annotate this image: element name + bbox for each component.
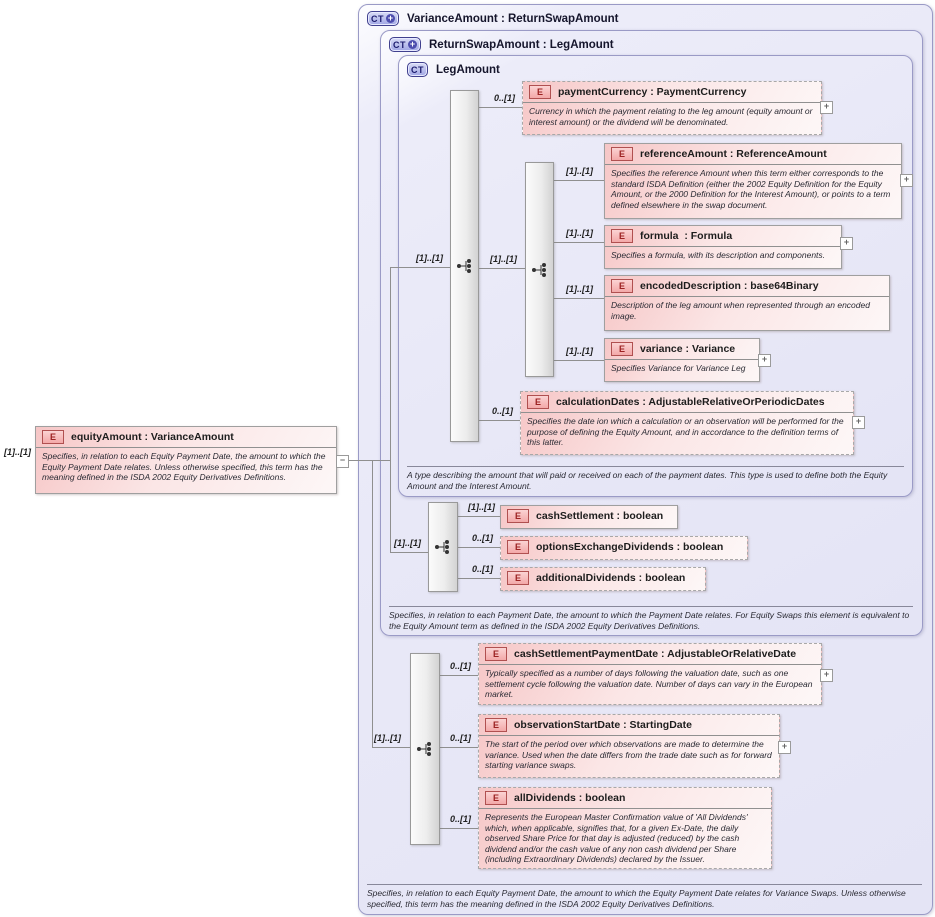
expand-button[interactable]: +	[758, 354, 771, 367]
element-icon: E	[507, 540, 529, 554]
expand-button[interactable]: +	[778, 741, 791, 754]
cardinality-label: [1]..[1]	[490, 254, 517, 264]
cardinality-label: 0..[1]	[492, 406, 514, 416]
complextype-derived-icon: CT +	[367, 11, 399, 26]
complextype-title: LegAmount	[436, 63, 500, 76]
sequence-icon	[456, 258, 474, 274]
connector-line	[438, 747, 478, 748]
expand-button[interactable]: +	[852, 416, 865, 429]
cardinality-label: 0..[1]	[450, 661, 472, 671]
connector-line	[456, 578, 500, 579]
element-title: observationStartDate : StartingDate	[514, 719, 692, 731]
element-title: paymentCurrency : PaymentCurrency	[558, 86, 747, 98]
element-title: optionsExchangeDividends : boolean	[536, 541, 724, 553]
element-title: cashSettlement : boolean	[536, 510, 664, 522]
expand-button[interactable]: +	[840, 237, 853, 250]
element-doc: Typically specified as a number of days following the valuation date, such as one settlement cycle following the valuation date. Number of days can vary in the European market.	[485, 668, 813, 699]
annotation-text: Specifies, in relation to each Payment Date, the amount to which the Payment Date relates. For Equity Swaps this element is equivalent to the Equity Amount term as defined in the ISDA 2002 Equity Derivatives Definitions.	[389, 606, 913, 631]
sequence-icon	[416, 741, 434, 757]
element-encoded-description[interactable]	[604, 275, 890, 331]
element-additional-dividends[interactable]	[500, 567, 706, 591]
cardinality-label: [1]..[1]	[374, 733, 401, 743]
complextype-icon: CT	[407, 62, 428, 77]
element-title: referenceAmount : ReferenceAmount	[640, 148, 827, 160]
cardinality-label: [1]..[1]	[468, 502, 495, 512]
element-icon: E	[42, 430, 64, 444]
element-all-dividends[interactable]	[478, 787, 772, 869]
sequence-compositor[interactable]	[428, 502, 458, 592]
cardinality-label: [1]..[1]	[4, 447, 31, 457]
expand-button[interactable]: +	[900, 174, 913, 187]
connector-line	[390, 267, 450, 268]
annotation-text: A type describing the amount that will paid or received on each of the payment dates. This type is used to define both the Equity Amount and the Interest Amount.	[407, 466, 904, 491]
sequence-compositor[interactable]	[410, 653, 440, 845]
cardinality-label: [1]..[1]	[566, 284, 593, 294]
connector-line	[477, 107, 522, 108]
cardinality-label: [1]..[1]	[566, 166, 593, 176]
connector-line	[372, 460, 373, 748]
element-title: allDividends : boolean	[514, 792, 626, 804]
element-cash-settlement-payment-date[interactable]	[478, 643, 822, 705]
element-doc: Represents the European Master Confirmation value of 'All Dividends' which, when applicable, signifies that, for a given Ex-Date, the daily observed Share Price for that day is adjusted (reduced) by the cash dividend and/or the cash value of any non cash dividend per Share (including Extraordinary Dividends) declared by the Issuer.	[485, 812, 748, 864]
element-icon: E	[485, 791, 507, 805]
connector-line	[552, 180, 604, 181]
connector-line	[347, 460, 390, 461]
expand-button[interactable]: +	[820, 101, 833, 114]
connector-line	[552, 242, 604, 243]
element-doc: Specifies a formula, with its description and components.	[611, 250, 826, 260]
complextype-header[interactable]	[367, 11, 619, 26]
element-icon: E	[611, 229, 633, 243]
connector-line	[438, 675, 478, 676]
element-variance[interactable]	[604, 338, 760, 382]
connector-line	[477, 420, 520, 421]
connector-line	[372, 747, 410, 748]
cardinality-label: [1]..[1]	[566, 346, 593, 356]
cardinality-label: [1]..[1]	[566, 228, 593, 238]
derived-plus-icon: +	[409, 39, 416, 49]
element-doc: The start of the period over which observations are made to determine the variance. Used when the date differs from the trade date such as for forward starting variance swaps.	[485, 739, 772, 770]
complextype-header[interactable]	[407, 62, 500, 77]
complextype-title: VarianceAmount : ReturnSwapAmount	[407, 12, 619, 25]
collapse-button[interactable]: −	[336, 455, 349, 468]
element-doc: Description of the leg amount when represented through an encoded image.	[611, 300, 870, 321]
element-calculation-dates[interactable]	[520, 391, 854, 455]
element-cash-settlement[interactable]	[500, 505, 678, 529]
element-icon: E	[611, 342, 633, 356]
expand-button[interactable]: +	[820, 669, 833, 682]
cardinality-label: 0..[1]	[450, 814, 472, 824]
element-formula[interactable]	[604, 225, 842, 269]
element-icon: E	[485, 647, 507, 661]
element-doc: Currency in which the payment relating to the leg amount (equity amount or interest amount) or the dividend will be denominated.	[529, 106, 813, 127]
element-title: calculationDates : AdjustableRelativeOrPeriodicDates	[556, 396, 825, 408]
element-title: cashSettlementPaymentDate : AdjustableOrRelativeDate	[514, 648, 797, 660]
element-title: equityAmount : VarianceAmount	[71, 431, 234, 443]
connector-line	[552, 360, 604, 361]
complextype-header[interactable]	[389, 37, 614, 52]
connector-line	[390, 552, 428, 553]
cardinality-label: 0..[1]	[472, 564, 494, 574]
connector-line	[552, 298, 604, 299]
element-reference-amount[interactable]	[604, 143, 902, 219]
element-icon: E	[611, 279, 633, 293]
sequence-compositor[interactable]	[450, 90, 479, 442]
element-title: encodedDescription : base64Binary	[640, 280, 819, 292]
element-icon: E	[507, 571, 529, 585]
derived-plus-icon: +	[387, 13, 394, 23]
connector-line	[456, 547, 500, 548]
complextype-title: ReturnSwapAmount : LegAmount	[429, 38, 614, 51]
cardinality-label: 0..[1]	[494, 93, 516, 103]
element-options-exchange-dividends[interactable]	[500, 536, 748, 560]
cardinality-label: 0..[1]	[472, 533, 494, 543]
element-doc: Specifies, in relation to each Equity Payment Date, the amount to which the Equity Payment Date relates. Unless otherwise specified, this term has the meaning defined in the ISDA 2002 Equity Derivatives Definitions.	[42, 451, 326, 482]
element-doc: Specifies Variance for Variance Leg	[611, 363, 746, 373]
sequence-icon	[434, 539, 452, 555]
sequence-compositor[interactable]	[525, 162, 554, 377]
connector-line	[438, 828, 478, 829]
element-observation-start-date[interactable]	[478, 714, 780, 778]
element-icon: E	[527, 395, 549, 409]
element-equity-amount[interactable]	[35, 426, 337, 494]
element-doc: Specifies the reference Amount when this term either corresponds to the standard ISDA Definition (either the 2002 Equity Definition for the Equity Amount, or the 2000 Definition for the Interest Amount), or points to a term defined elsewhere in the swap document.	[611, 168, 891, 210]
connector-line	[390, 267, 391, 553]
element-icon: E	[529, 85, 551, 99]
element-doc: Specifies the date ion which a calculation or an observation will be performed for the purpose of defining the Equity Amount, and in accordance to the definition terms of this latter.	[527, 416, 844, 447]
element-title: additionalDividends : boolean	[536, 572, 686, 584]
element-payment-currency[interactable]	[522, 81, 822, 135]
connector-line	[477, 268, 525, 269]
element-icon: E	[507, 509, 529, 523]
connector-line	[456, 516, 500, 517]
annotation-text: Specifies, in relation to each Equity Payment Date, the amount to which the Equity Payment Date relates for Variance Swaps. Unless otherwise specified, this term has the meaning defined in the ISDA 2002 Equity Derivatives Definitions.	[367, 884, 922, 909]
cardinality-label: 0..[1]	[450, 733, 472, 743]
element-title: variance : Variance	[640, 343, 736, 355]
element-title: formula : Formula	[640, 230, 733, 242]
complextype-derived-icon: CT +	[389, 37, 421, 52]
element-icon: E	[611, 147, 633, 161]
cardinality-label: [1]..[1]	[394, 538, 421, 548]
cardinality-label: [1]..[1]	[416, 253, 443, 263]
element-icon: E	[485, 718, 507, 732]
sequence-icon	[531, 262, 549, 278]
